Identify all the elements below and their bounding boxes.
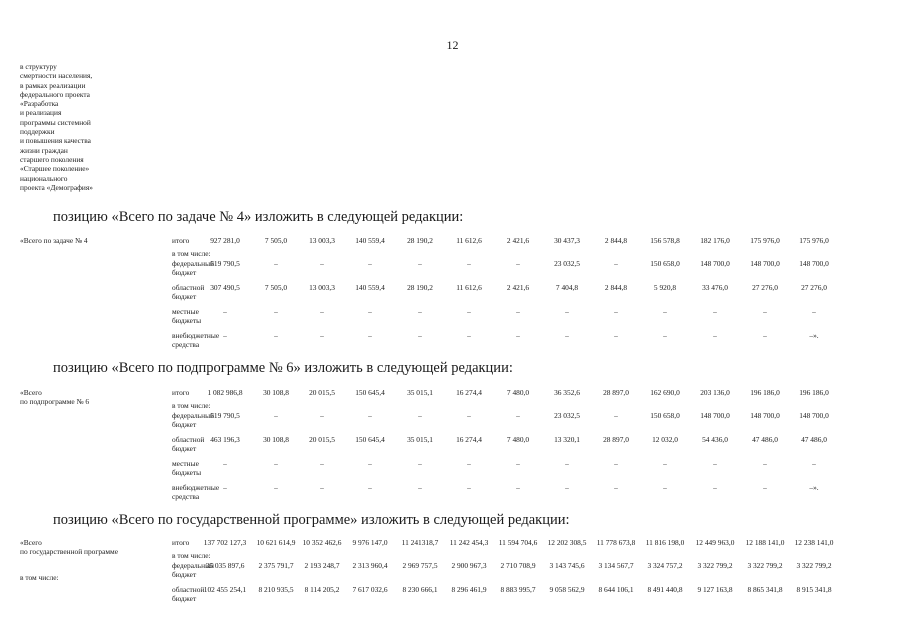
table-cell: 30 437,3 bbox=[554, 236, 580, 245]
table-cell: 9 127 163,8 bbox=[697, 585, 733, 594]
table-cell: 3 322 799,2 bbox=[697, 561, 733, 570]
table-cell: 2 421,6 bbox=[506, 283, 530, 292]
table-cell: 28 190,2 bbox=[407, 236, 433, 245]
table-cell: 13 320,1 bbox=[554, 435, 580, 444]
row-category: местные бюджеты bbox=[172, 307, 202, 325]
table-cell: 8 210 935,5 bbox=[258, 585, 294, 594]
table-cell: – bbox=[223, 459, 227, 468]
table-label-sub: в том числе: bbox=[20, 573, 59, 582]
table-cell: 12 449 963,0 bbox=[695, 538, 735, 547]
table-cell: – bbox=[418, 259, 422, 268]
table-cell: 27 276,0 bbox=[801, 283, 827, 292]
table-cell: 33 476,0 bbox=[702, 283, 728, 292]
table-cell: 13 003,3 bbox=[309, 236, 335, 245]
table-cell: – bbox=[418, 331, 422, 340]
table-cell: 3 322 799,2 bbox=[747, 561, 783, 570]
table-cell: 196 186,0 bbox=[750, 388, 780, 397]
table-cell: 150 658,0 bbox=[650, 259, 680, 268]
table-cell: – bbox=[516, 307, 520, 316]
left-note: в структуру смертности населения, в рамках реализации федерального проекта «Разработка и реализация программы системной поддержки и повышения качества жизни граждан старшего поколения «Старшее поколение» национального проекта «Демография» bbox=[20, 62, 93, 192]
row-category: областной бюджет bbox=[172, 283, 205, 301]
table-cell: – bbox=[274, 259, 278, 268]
table-cell: – bbox=[713, 307, 717, 316]
table-cell: 137 702 127,3 bbox=[203, 538, 247, 547]
table-cell: – bbox=[467, 331, 471, 340]
table-cell: – bbox=[467, 483, 471, 492]
table-cell: 10 352 462,6 bbox=[302, 538, 342, 547]
table-cell: 28 897,0 bbox=[603, 435, 629, 444]
row-category: в том числе: bbox=[172, 551, 211, 560]
table-cell: – bbox=[763, 459, 767, 468]
table-cell: 16 274,4 bbox=[456, 435, 482, 444]
section-heading: позицию «Всего по задаче № 4» изложить в следующей редакции: bbox=[53, 209, 464, 225]
table-cell: – bbox=[418, 483, 422, 492]
table-cell: – bbox=[274, 331, 278, 340]
table-cell: 150 645,4 bbox=[355, 435, 385, 444]
table-cell: – bbox=[614, 459, 618, 468]
table-cell: – bbox=[663, 483, 667, 492]
table-label: «Всего по государственной программе bbox=[20, 538, 119, 556]
table-cell: 11 816 198,0 bbox=[645, 538, 685, 547]
table-cell: 28 190,2 bbox=[407, 283, 433, 292]
table-cell: – bbox=[467, 259, 471, 268]
table-cell: 463 196,3 bbox=[210, 435, 240, 444]
table-cell: – bbox=[614, 307, 618, 316]
table-cell: 1 082 986,8 bbox=[207, 388, 243, 397]
table-cell: 175 976,0 bbox=[799, 236, 829, 245]
table-cell: – bbox=[274, 411, 278, 420]
table-cell: – bbox=[467, 411, 471, 420]
table-cell: 148 700,0 bbox=[799, 411, 829, 420]
table-cell: 196 186,0 bbox=[799, 388, 829, 397]
table-cell: 3 322 799,2 bbox=[796, 561, 832, 570]
table-cell: – bbox=[614, 259, 618, 268]
table-cell: – bbox=[565, 307, 569, 316]
table-cell: 11 612,6 bbox=[456, 283, 482, 292]
table-cell: 2 313 960,4 bbox=[352, 561, 388, 570]
table-cell: 8 230 666,1 bbox=[402, 585, 438, 594]
table-cell: – bbox=[516, 411, 520, 420]
table-cell: 23 032,5 bbox=[554, 411, 580, 420]
row-category: внебюджетные средства bbox=[172, 331, 220, 349]
table-cell: 12 032,0 bbox=[652, 435, 678, 444]
table-cell: – bbox=[368, 459, 372, 468]
table-cell: 7 480,0 bbox=[506, 435, 530, 444]
table-cell: – bbox=[320, 331, 324, 340]
table-cell: 35 015,1 bbox=[407, 435, 433, 444]
table-cell: – bbox=[763, 307, 767, 316]
table-cell: 162 690,0 bbox=[650, 388, 680, 397]
table-cell: – bbox=[467, 307, 471, 316]
table-cell: 156 578,8 bbox=[650, 236, 680, 245]
table-cell: 2 375 791,7 bbox=[258, 561, 294, 570]
table-cell: – bbox=[320, 483, 324, 492]
row-category: итого bbox=[172, 236, 190, 245]
table-cell: 2 844,8 bbox=[604, 236, 628, 245]
table-cell: 54 436,0 bbox=[702, 435, 728, 444]
table-cell: – bbox=[812, 459, 816, 468]
table-cell: 203 136,0 bbox=[700, 388, 730, 397]
table-cell: – bbox=[368, 307, 372, 316]
table-cell: 3 134 567,7 bbox=[598, 561, 634, 570]
table-cell: 35 035 897,6 bbox=[205, 561, 245, 570]
table-cell: 2 900 967,3 bbox=[451, 561, 487, 570]
table-cell: – bbox=[663, 307, 667, 316]
row-category: итого bbox=[172, 388, 190, 397]
table-cell: 140 559,4 bbox=[355, 283, 385, 292]
row-category: в том числе: bbox=[172, 401, 211, 410]
table-cell: 140 559,4 bbox=[355, 236, 385, 245]
table-cell: – bbox=[418, 411, 422, 420]
table-cell: – bbox=[368, 483, 372, 492]
row-category: федеральный бюджет bbox=[172, 259, 214, 277]
table-cell: – bbox=[516, 331, 520, 340]
table-cell: – bbox=[274, 483, 278, 492]
table-cell: 30 108,8 bbox=[263, 388, 289, 397]
table-cell: 150 658,0 bbox=[650, 411, 680, 420]
table-cell: 7 480,0 bbox=[506, 388, 530, 397]
table-cell: 11 594 704,6 bbox=[498, 538, 538, 547]
table-cell: 5 920,8 bbox=[653, 283, 677, 292]
table-cell: 23 032,5 bbox=[554, 259, 580, 268]
table-cell: – bbox=[516, 483, 520, 492]
row-category: федеральный бюджет bbox=[172, 411, 214, 429]
table-cell: 927 281,0 bbox=[210, 236, 240, 245]
table-cell: – bbox=[418, 307, 422, 316]
table-cell: 13 003,3 bbox=[309, 283, 335, 292]
table-cell: 148 700,0 bbox=[750, 411, 780, 420]
table-label: «Всего по задаче № 4 bbox=[20, 236, 88, 245]
table-cell: 28 897,0 bbox=[603, 388, 629, 397]
table-cell: – bbox=[320, 411, 324, 420]
table-cell: – bbox=[320, 459, 324, 468]
table-cell: – bbox=[274, 459, 278, 468]
section-heading: позицию «Всего по подпрограмме № 6» изложить в следующей редакции: bbox=[53, 360, 513, 376]
table-cell: 12 202 308,5 bbox=[547, 538, 587, 547]
table-cell: 11 241318,7 bbox=[401, 538, 439, 547]
table-cell: 11 242 454,3 bbox=[449, 538, 489, 547]
table-cell: 2 710 708,9 bbox=[500, 561, 536, 570]
table-cell: 150 645,4 bbox=[355, 388, 385, 397]
table-cell: 8 114 205,2 bbox=[304, 585, 340, 594]
table-cell: – bbox=[516, 459, 520, 468]
table-cell: 8 883 995,7 bbox=[500, 585, 536, 594]
table-cell: – bbox=[812, 307, 816, 316]
table-cell: 619 790,5 bbox=[210, 411, 240, 420]
table-cell: – bbox=[614, 331, 618, 340]
table-cell: 148 700,0 bbox=[750, 259, 780, 268]
table-cell: –». bbox=[809, 483, 819, 492]
table-cell: 47 486,0 bbox=[801, 435, 827, 444]
table-cell: 35 015,1 bbox=[407, 388, 433, 397]
table-cell: 16 274,4 bbox=[456, 388, 482, 397]
table-cell: – bbox=[320, 259, 324, 268]
table-cell: – bbox=[368, 331, 372, 340]
table-cell: 27 276,0 bbox=[752, 283, 778, 292]
table-cell: – bbox=[223, 331, 227, 340]
table-cell: 2 969 757,5 bbox=[402, 561, 438, 570]
table-label: «Всего по подпрограмме № 6 bbox=[20, 388, 90, 406]
table-cell: 7 505,0 bbox=[264, 283, 288, 292]
row-category: областной бюджет bbox=[172, 435, 205, 453]
table-cell: 3 143 745,6 bbox=[549, 561, 585, 570]
table-cell: – bbox=[565, 331, 569, 340]
table-cell: – bbox=[663, 331, 667, 340]
table-cell: 2 193 248,7 bbox=[304, 561, 340, 570]
table-cell: 8 296 461,9 bbox=[451, 585, 487, 594]
table-cell: 7 404,8 bbox=[555, 283, 579, 292]
table-cell: – bbox=[368, 411, 372, 420]
table-cell: – bbox=[320, 307, 324, 316]
table-cell: 9 976 147,0 bbox=[352, 538, 388, 547]
table-cell: 2 844,8 bbox=[604, 283, 628, 292]
row-category: в том числе: bbox=[172, 249, 211, 258]
row-category: внебюджетные средства bbox=[172, 483, 220, 501]
table-cell: – bbox=[223, 483, 227, 492]
page-number: 12 bbox=[446, 38, 459, 52]
table-cell: 11 778 673,8 bbox=[596, 538, 636, 547]
table-cell: 36 352,6 bbox=[554, 388, 580, 397]
row-category: областной бюджет bbox=[172, 585, 205, 603]
table-cell: 2 421,6 bbox=[506, 236, 530, 245]
table-cell: – bbox=[418, 459, 422, 468]
table-cell: – bbox=[223, 307, 227, 316]
table-cell: –». bbox=[809, 331, 819, 340]
section-heading: позицию «Всего по государственной программе» изложить в следующей редакции: bbox=[53, 512, 570, 528]
table-cell: – bbox=[763, 331, 767, 340]
table-cell: 148 700,0 bbox=[700, 259, 730, 268]
table-cell: – bbox=[368, 259, 372, 268]
row-category: федеральный бюджет bbox=[172, 561, 214, 579]
table-cell: – bbox=[713, 331, 717, 340]
table-cell: – bbox=[274, 307, 278, 316]
table-cell: 175 976,0 bbox=[750, 236, 780, 245]
table-cell: 148 700,0 bbox=[799, 259, 829, 268]
row-category: местные бюджеты bbox=[172, 459, 202, 477]
table-cell: – bbox=[516, 259, 520, 268]
table-cell: – bbox=[614, 411, 618, 420]
table-cell: 7 617 032,6 bbox=[352, 585, 388, 594]
table-cell: 307 490,5 bbox=[210, 283, 240, 292]
table-cell: 11 612,6 bbox=[456, 236, 482, 245]
table-cell: 8 491 440,8 bbox=[647, 585, 683, 594]
table-cell: – bbox=[713, 483, 717, 492]
table-cell: 148 700,0 bbox=[700, 411, 730, 420]
table-cell: 7 505,0 bbox=[264, 236, 288, 245]
table-cell: 8 865 341,8 bbox=[747, 585, 783, 594]
table-cell: 182 176,0 bbox=[700, 236, 730, 245]
table-cell: 20 015,5 bbox=[309, 388, 335, 397]
table-cell: 47 486,0 bbox=[752, 435, 778, 444]
table-cell: – bbox=[663, 459, 667, 468]
table-cell: – bbox=[565, 483, 569, 492]
table-cell: 12 188 141,0 bbox=[745, 538, 785, 547]
table-cell: 8 915 341,8 bbox=[796, 585, 832, 594]
table-cell: – bbox=[763, 483, 767, 492]
table-cell: 619 790,5 bbox=[210, 259, 240, 268]
table-cell: 10 621 614,9 bbox=[256, 538, 296, 547]
table-cell: 102 455 254,1 bbox=[203, 585, 247, 594]
table-cell: – bbox=[713, 459, 717, 468]
row-category: итого bbox=[172, 538, 190, 547]
table-cell: 30 108,8 bbox=[263, 435, 289, 444]
table-cell: 3 324 757,2 bbox=[647, 561, 683, 570]
table-cell: 8 644 106,1 bbox=[598, 585, 634, 594]
table-cell: – bbox=[467, 459, 471, 468]
table-cell: 9 058 562,9 bbox=[549, 585, 585, 594]
table-cell: 20 015,5 bbox=[309, 435, 335, 444]
table-cell: 12 238 141,0 bbox=[794, 538, 834, 547]
table-cell: – bbox=[614, 483, 618, 492]
table-cell: – bbox=[565, 459, 569, 468]
